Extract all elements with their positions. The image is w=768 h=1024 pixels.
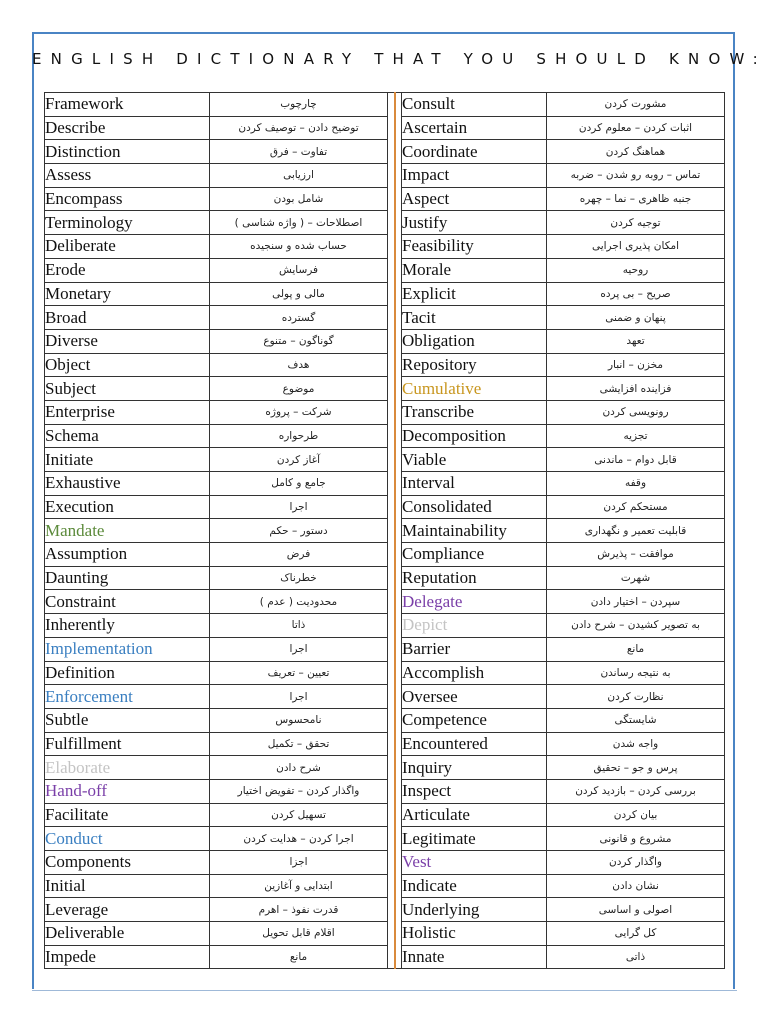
english-term: Enterprise xyxy=(45,400,210,424)
persian-translation: مستحکم کردن xyxy=(547,495,725,519)
column-divider-orange xyxy=(395,922,402,946)
persian-translation: قدرت نفوذ – اهرم xyxy=(210,898,388,922)
table-row xyxy=(45,235,725,259)
english-term: Innate xyxy=(402,945,547,969)
column-divider-orange xyxy=(395,377,402,401)
persian-translation: مانع xyxy=(547,637,725,661)
english-term: Enforcement xyxy=(45,685,210,709)
persian-translation: گسترده xyxy=(210,306,388,330)
english-term: Mandate xyxy=(45,519,210,543)
persian-translation: روحیه xyxy=(547,258,725,282)
english-term: Initial xyxy=(45,874,210,898)
column-divider-blue xyxy=(388,93,395,117)
english-term: Aspect xyxy=(402,187,547,211)
persian-translation: فرض xyxy=(210,543,388,567)
column-divider-orange xyxy=(395,282,402,306)
english-term: Articulate xyxy=(402,803,547,827)
english-term: Definition xyxy=(45,661,210,685)
column-divider-orange xyxy=(395,93,402,117)
persian-translation: واجه شدن xyxy=(547,732,725,756)
persian-translation: امکان پذیری اجرایی xyxy=(547,235,725,259)
column-divider-blue xyxy=(388,732,395,756)
persian-translation: اثبات کردن – معلوم کردن xyxy=(547,116,725,140)
column-divider-blue xyxy=(388,400,395,424)
persian-translation: موضوع xyxy=(210,377,388,401)
persian-translation: تعیین – تعریف xyxy=(210,661,388,685)
persian-translation: محدودیت ( عدم ) xyxy=(210,590,388,614)
column-divider-orange xyxy=(395,140,402,164)
table-row xyxy=(45,661,725,685)
table-row xyxy=(45,685,725,709)
column-divider-blue xyxy=(388,235,395,259)
column-divider-blue xyxy=(388,614,395,638)
column-divider-blue xyxy=(388,543,395,567)
persian-translation: مشورت کردن xyxy=(547,93,725,117)
column-divider-blue xyxy=(388,590,395,614)
column-divider-blue xyxy=(388,756,395,780)
english-term: Constraint xyxy=(45,590,210,614)
persian-translation: مانع xyxy=(210,945,388,969)
persian-translation: ارزیابی xyxy=(210,164,388,188)
persian-translation: واگذار کردن – تفویض اختیار xyxy=(210,779,388,803)
persian-translation: به نتیجه رساندن xyxy=(547,661,725,685)
english-term: Tacit xyxy=(402,306,547,330)
column-divider-orange xyxy=(395,685,402,709)
column-divider-orange xyxy=(395,803,402,827)
persian-translation: نظارت کردن xyxy=(547,685,725,709)
table-row xyxy=(45,614,725,638)
column-divider-blue xyxy=(388,685,395,709)
column-divider-blue xyxy=(388,495,395,519)
english-term: Depict xyxy=(402,614,547,638)
english-term: Repository xyxy=(402,353,547,377)
english-term: Facilitate xyxy=(45,803,210,827)
table-row xyxy=(45,543,725,567)
column-divider-blue xyxy=(388,377,395,401)
table-row xyxy=(45,851,725,875)
english-term: Components xyxy=(45,851,210,875)
english-term: Coordinate xyxy=(402,140,547,164)
persian-translation: اجرا xyxy=(210,495,388,519)
column-divider-blue xyxy=(388,187,395,211)
table-row xyxy=(45,164,725,188)
column-divider-orange xyxy=(395,614,402,638)
table-row xyxy=(45,519,725,543)
column-divider-orange xyxy=(395,851,402,875)
column-divider-blue xyxy=(388,779,395,803)
english-term: Justify xyxy=(402,211,547,235)
english-term: Encompass xyxy=(45,187,210,211)
table-row xyxy=(45,898,725,922)
column-divider-orange xyxy=(395,329,402,353)
column-divider-blue xyxy=(388,922,395,946)
column-divider-blue xyxy=(388,519,395,543)
table-row xyxy=(45,922,725,946)
table-row xyxy=(45,306,725,330)
column-divider-orange xyxy=(395,400,402,424)
column-divider-blue xyxy=(388,566,395,590)
vocabulary-table xyxy=(44,92,725,969)
column-divider-blue xyxy=(388,945,395,969)
table-row xyxy=(45,116,725,140)
english-term: Schema xyxy=(45,424,210,448)
column-divider-orange xyxy=(395,472,402,496)
column-divider-blue xyxy=(388,708,395,732)
table-row xyxy=(45,282,725,306)
column-divider-orange xyxy=(395,566,402,590)
persian-translation: قابل دوام – ماندنی xyxy=(547,448,725,472)
persian-translation: هدف xyxy=(210,353,388,377)
column-divider-orange xyxy=(395,211,402,235)
column-divider-orange xyxy=(395,235,402,259)
persian-translation: قابلیت تعمیر و نگهداری xyxy=(547,519,725,543)
persian-translation: بیان کردن xyxy=(547,803,725,827)
persian-translation: واگذار کردن xyxy=(547,851,725,875)
persian-translation: سپردن – اختیار دادن xyxy=(547,590,725,614)
table-row xyxy=(45,756,725,780)
english-term: Interval xyxy=(402,472,547,496)
persian-translation: وقفه xyxy=(547,472,725,496)
english-term: Hand-off xyxy=(45,779,210,803)
english-term: Morale xyxy=(402,258,547,282)
column-divider-orange xyxy=(395,590,402,614)
table-row xyxy=(45,353,725,377)
persian-translation: تحقق – تکمیل xyxy=(210,732,388,756)
column-divider-blue xyxy=(388,472,395,496)
english-term: Competence xyxy=(402,708,547,732)
column-divider-blue xyxy=(388,306,395,330)
column-divider-orange xyxy=(395,448,402,472)
column-divider-orange xyxy=(395,637,402,661)
column-divider-orange xyxy=(395,732,402,756)
column-divider-orange xyxy=(395,874,402,898)
english-term: Reputation xyxy=(402,566,547,590)
english-term: Indicate xyxy=(402,874,547,898)
table-row xyxy=(45,424,725,448)
column-divider-orange xyxy=(395,495,402,519)
english-term: Cumulative xyxy=(402,377,547,401)
persian-translation: صریح – بی پرده xyxy=(547,282,725,306)
persian-translation: به تصویر کشیدن – شرح دادن xyxy=(547,614,725,638)
english-term: Vest xyxy=(402,851,547,875)
persian-translation: جنبه ظاهری – نما – چهره xyxy=(547,187,725,211)
english-term: Legitimate xyxy=(402,827,547,851)
table-row xyxy=(45,779,725,803)
column-divider-blue xyxy=(388,329,395,353)
persian-translation: آغاز کردن xyxy=(210,448,388,472)
table-row xyxy=(45,93,725,117)
table-row xyxy=(45,566,725,590)
persian-translation: نامحسوس xyxy=(210,708,388,732)
english-term: Ascertain xyxy=(402,116,547,140)
table-row xyxy=(45,448,725,472)
column-divider-orange xyxy=(395,945,402,969)
persian-translation: ابتدایی و آغازین xyxy=(210,874,388,898)
persian-translation: کل گرایی xyxy=(547,922,725,946)
english-term: Leverage xyxy=(45,898,210,922)
english-term: Encountered xyxy=(402,732,547,756)
column-divider-orange xyxy=(395,898,402,922)
column-divider-orange xyxy=(395,258,402,282)
persian-translation: اصطلاحات – ( واژه شناسی ) xyxy=(210,211,388,235)
persian-translation: خطرناک xyxy=(210,566,388,590)
english-term: Elaborate xyxy=(45,756,210,780)
english-term: Describe xyxy=(45,116,210,140)
english-term: Diverse xyxy=(45,329,210,353)
column-divider-blue xyxy=(388,661,395,685)
persian-translation: هماهنگ کردن xyxy=(547,140,725,164)
english-term: Assumption xyxy=(45,543,210,567)
table-row xyxy=(45,827,725,851)
table-row xyxy=(45,258,725,282)
english-term: Conduct xyxy=(45,827,210,851)
english-term: Subtle xyxy=(45,708,210,732)
persian-translation: مخزن – انبار xyxy=(547,353,725,377)
english-term: Execution xyxy=(45,495,210,519)
persian-translation: شهرت xyxy=(547,566,725,590)
column-divider-blue xyxy=(388,211,395,235)
english-term: Distinction xyxy=(45,140,210,164)
persian-translation: پرس و جو – تحقیق xyxy=(547,756,725,780)
persian-translation: اجزا xyxy=(210,851,388,875)
vocabulary-table-body xyxy=(45,93,725,969)
column-divider-blue xyxy=(388,803,395,827)
persian-translation: تجزیه xyxy=(547,424,725,448)
english-term: Framework xyxy=(45,93,210,117)
english-term: Initiate xyxy=(45,448,210,472)
persian-translation: فرسایش xyxy=(210,258,388,282)
english-term: Object xyxy=(45,353,210,377)
persian-translation: شرح دادن xyxy=(210,756,388,780)
persian-translation: تعهد xyxy=(547,329,725,353)
persian-translation: اصولی و اساسی xyxy=(547,898,725,922)
table-row xyxy=(45,377,725,401)
table-row xyxy=(45,803,725,827)
column-divider-orange xyxy=(395,827,402,851)
english-term: Viable xyxy=(402,448,547,472)
persian-translation: گوناگون – متنوع xyxy=(210,329,388,353)
persian-translation: تسهیل کردن xyxy=(210,803,388,827)
english-term: Feasibility xyxy=(402,235,547,259)
english-term: Oversee xyxy=(402,685,547,709)
column-divider-orange xyxy=(395,661,402,685)
column-divider-blue xyxy=(388,116,395,140)
english-term: Assess xyxy=(45,164,210,188)
english-term: Delegate xyxy=(402,590,547,614)
english-term: Monetary xyxy=(45,282,210,306)
persian-translation: دستور – حکم xyxy=(210,519,388,543)
column-divider-blue xyxy=(388,637,395,661)
persian-translation: پنهان و ضمنی xyxy=(547,306,725,330)
persian-translation: مشروع و قانونی xyxy=(547,827,725,851)
column-divider-orange xyxy=(395,116,402,140)
persian-translation: ذاتا xyxy=(210,614,388,638)
column-divider-blue xyxy=(388,258,395,282)
persian-translation: ذاتی xyxy=(547,945,725,969)
column-divider-blue xyxy=(388,898,395,922)
english-term: Consolidated xyxy=(402,495,547,519)
english-term: Transcribe xyxy=(402,400,547,424)
table-row xyxy=(45,590,725,614)
table-row xyxy=(45,874,725,898)
persian-translation: مالی و پولی xyxy=(210,282,388,306)
column-divider-blue xyxy=(388,164,395,188)
persian-translation: نشان دادن xyxy=(547,874,725,898)
english-term: Exhaustive xyxy=(45,472,210,496)
table-row xyxy=(45,495,725,519)
persian-translation: حساب شده و سنجیده xyxy=(210,235,388,259)
table-row xyxy=(45,708,725,732)
persian-translation: رونویسی کردن xyxy=(547,400,725,424)
persian-translation: اجرا xyxy=(210,685,388,709)
table-row xyxy=(45,945,725,969)
english-term: Holistic xyxy=(402,922,547,946)
english-term: Terminology xyxy=(45,211,210,235)
english-term: Inspect xyxy=(402,779,547,803)
table-row xyxy=(45,400,725,424)
page-bottom-rule xyxy=(32,989,737,991)
column-divider-blue xyxy=(388,874,395,898)
english-term: Daunting xyxy=(45,566,210,590)
persian-translation: شایستگی xyxy=(547,708,725,732)
column-divider-orange xyxy=(395,424,402,448)
english-term: Explicit xyxy=(402,282,547,306)
persian-translation: تفاوت – فرق xyxy=(210,140,388,164)
english-term: Accomplish xyxy=(402,661,547,685)
column-divider-orange xyxy=(395,353,402,377)
persian-translation: شامل بودن xyxy=(210,187,388,211)
column-divider-blue xyxy=(388,282,395,306)
column-divider-blue xyxy=(388,140,395,164)
persian-translation: اجرا xyxy=(210,637,388,661)
english-term: Barrier xyxy=(402,637,547,661)
english-term: Underlying xyxy=(402,898,547,922)
english-term: Maintainability xyxy=(402,519,547,543)
table-row xyxy=(45,472,725,496)
persian-translation: شرکت – پروژه xyxy=(210,400,388,424)
persian-translation: توضیح دادن – توصیف کردن xyxy=(210,116,388,140)
english-term: Obligation xyxy=(402,329,547,353)
persian-translation: موافقت – پذیرش xyxy=(547,543,725,567)
column-divider-blue xyxy=(388,827,395,851)
column-divider-orange xyxy=(395,708,402,732)
english-term: Deliberate xyxy=(45,235,210,259)
column-divider-blue xyxy=(388,851,395,875)
table-row xyxy=(45,140,725,164)
column-divider-orange xyxy=(395,164,402,188)
persian-translation: اجرا کردن – هدایت کردن xyxy=(210,827,388,851)
persian-translation: جامع و کامل xyxy=(210,472,388,496)
page-title: ENGLISH DICTIONARY THAT YOU SHOULD KNOW: xyxy=(32,50,767,68)
column-divider-orange xyxy=(395,187,402,211)
english-term: Erode xyxy=(45,258,210,282)
english-term: Deliverable xyxy=(45,922,210,946)
english-term: Subject xyxy=(45,377,210,401)
english-term: Decomposition xyxy=(402,424,547,448)
column-divider-orange xyxy=(395,756,402,780)
english-term: Consult xyxy=(402,93,547,117)
column-divider-blue xyxy=(388,353,395,377)
english-term: Inquiry xyxy=(402,756,547,780)
column-divider-orange xyxy=(395,306,402,330)
column-divider-orange xyxy=(395,519,402,543)
persian-translation: توجیه کردن xyxy=(547,211,725,235)
persian-translation: چارچوب xyxy=(210,93,388,117)
table-row xyxy=(45,732,725,756)
column-divider-orange xyxy=(395,779,402,803)
english-term: Broad xyxy=(45,306,210,330)
table-row xyxy=(45,187,725,211)
table-row xyxy=(45,637,725,661)
english-term: Impede xyxy=(45,945,210,969)
english-term: Compliance xyxy=(402,543,547,567)
english-term: Impact xyxy=(402,164,547,188)
persian-translation: فزاینده افزایشی xyxy=(547,377,725,401)
persian-translation: اقلام قابل تحویل xyxy=(210,922,388,946)
persian-translation: بررسی کردن – بازدید کردن xyxy=(547,779,725,803)
english-term: Implementation xyxy=(45,637,210,661)
persian-translation: تماس – روبه رو شدن – ضربه xyxy=(547,164,725,188)
english-term: Fulfillment xyxy=(45,732,210,756)
persian-translation: طرحواره xyxy=(210,424,388,448)
table-row xyxy=(45,211,725,235)
column-divider-blue xyxy=(388,424,395,448)
column-divider-blue xyxy=(388,448,395,472)
table-row xyxy=(45,329,725,353)
column-divider-orange xyxy=(395,543,402,567)
english-term: Inherently xyxy=(45,614,210,638)
